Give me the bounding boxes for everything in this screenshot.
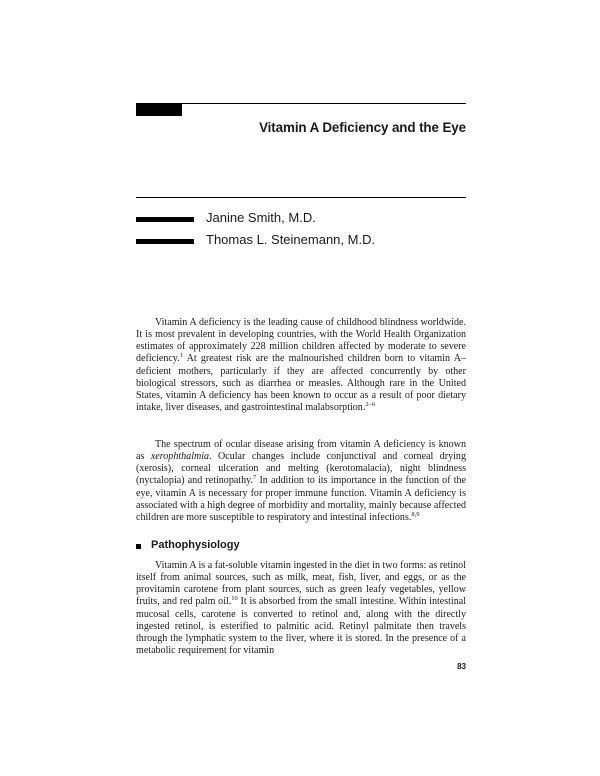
citation: 8,9 bbox=[411, 510, 420, 518]
title-top-rule bbox=[136, 103, 466, 104]
citation: 10 bbox=[231, 595, 238, 603]
section-paragraph-1: Vitamin A is a fat-soluble vitamin ingested in the diet in two forms: as retinol itself from animal sources, such as milk, meat, fish, liver, and eggs, or as the provitamin carotene from plant sources, such as green leafy vegetables, yellow fruits, and red palm oil.$^{10}$ It is absorbed from the small intestine. Within intestinal mucosal cells, carotene is converted to retinol and, along with the directly ingested retinol, is esterified to palmitic acid. Retinyl palmitate then travels through the lymphatic system to the liver, where it is stored. In the presence of a metabolic requirement for vitamin bbox=[136, 560, 466, 657]
section-bullet-icon bbox=[136, 544, 141, 549]
intro-paragraph-2: The spectrum of ocular disease arising from vitamin A deficiency is known as xerophthalmia. Ocular changes include conjunctival and corneal drying (xerosis), corneal ulceration and melting (kerotomalacia), night blindness (nyctalopia) and retinopathy.$^7$ In addition to its importance in the function of the eye, vitamin A is necessary for proper immune function. Vitamin A deficiency is associated with a high degree of morbidity and mortality, mainly because affected children are more susceptible to respiratory and intestinal infections.$^{8,9}$ bbox=[136, 439, 466, 523]
citation: 2–6 bbox=[365, 401, 376, 409]
author-bar-1 bbox=[136, 217, 194, 222]
author-top-rule bbox=[136, 197, 466, 198]
author-2: Thomas L. Steinemann, M.D. bbox=[206, 232, 376, 247]
chapter-title: Vitamin A Deficiency and the Eye bbox=[259, 120, 466, 135]
author-bar-2 bbox=[136, 239, 194, 244]
page-number: 83 bbox=[457, 662, 466, 671]
section-heading: Pathophysiology bbox=[151, 539, 240, 551]
author-1: Janine Smith, M.D. bbox=[206, 210, 316, 225]
intro-paragraph-1: Vitamin A deficiency is the leading cause of childhood blindness worldwide. It is most prevalent in developing countries, with the World Health Organization estimates of approximately 228 million children affected by moderate to severe deficiency.$^1$ At greatest risk are the malnourished children born to vitamin A–deficient mothers, particularly if they are affected concurrently by other biological stressors, such as diarrhea or measles. Although rare in the United States, vitamin A deficiency has been known to occur as a result of poor dietary intake, liver diseases, and gastrointestinal malabsorption.$^{2-6}$ bbox=[136, 317, 466, 414]
title-block-bar bbox=[136, 103, 182, 116]
citation: 7 bbox=[253, 474, 257, 482]
term-xerophthalmia: xerophthalmia bbox=[150, 451, 210, 463]
citation: 1 bbox=[179, 352, 183, 360]
